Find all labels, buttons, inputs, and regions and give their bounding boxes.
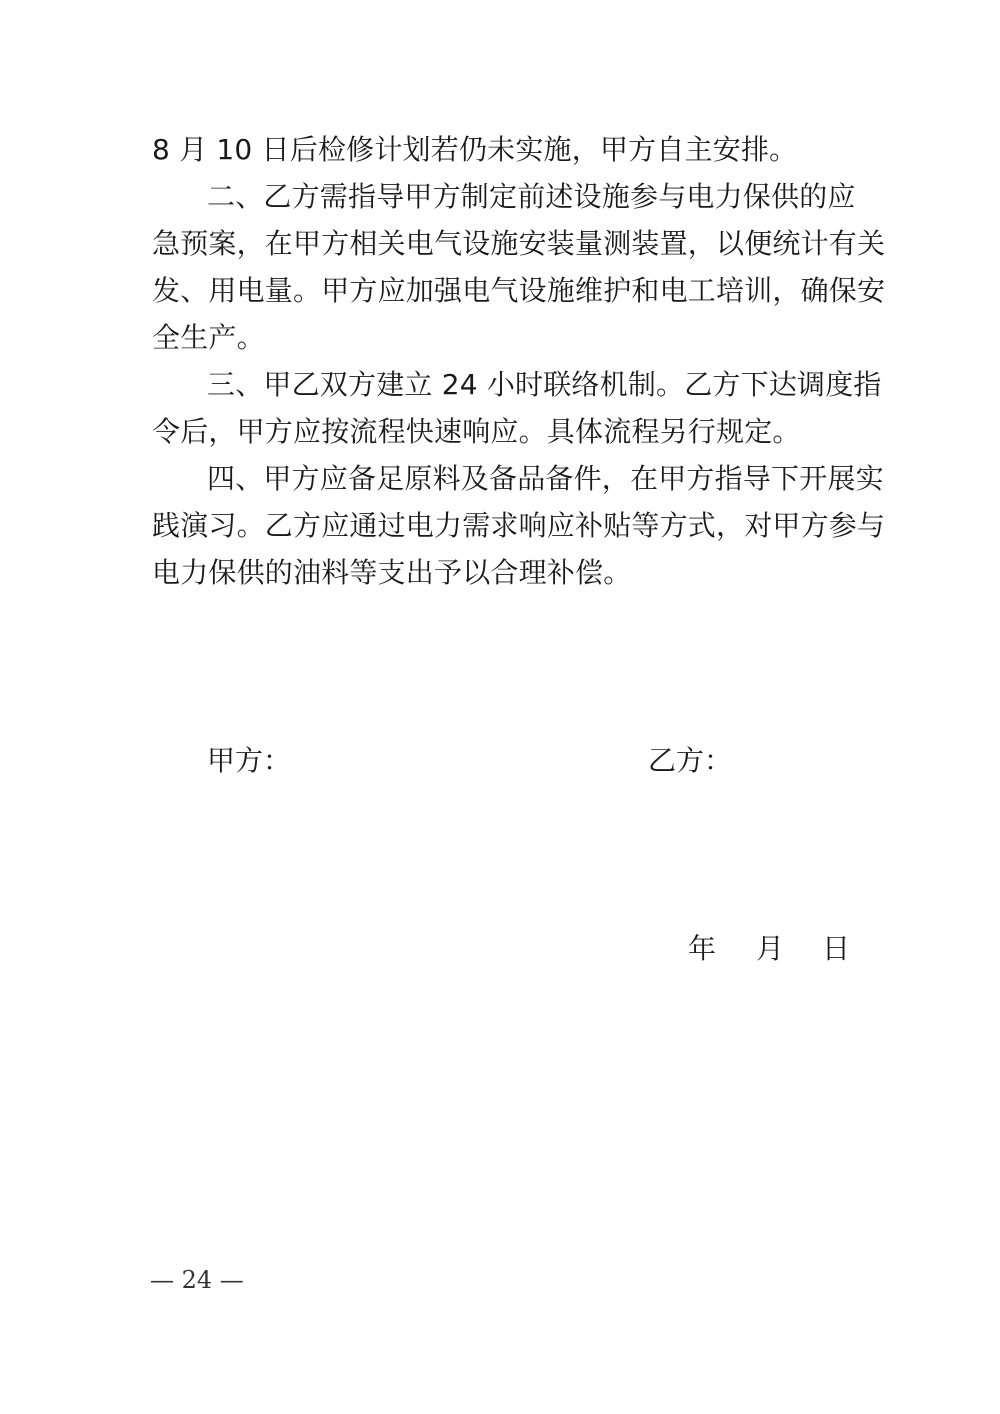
paragraph-line: 三、甲乙双方建立 24 小时联络机制。乙方下达调度指 <box>207 368 882 401</box>
paragraph-line: 急预案，在甲方相关电气设施安装量测装置，以便统计有关 <box>152 227 886 260</box>
date-year-label: 年 <box>688 932 717 965</box>
party-b-signature-label: 乙方： <box>648 744 733 777</box>
paragraph-line: 四、甲方应备足原料及备品备件，在甲方指导下开展实 <box>207 462 884 495</box>
paragraph-line: 8 月 10 日后检修计划若仍未实施，甲方自主安排。 <box>152 133 798 166</box>
paragraph-line: 发、用电量。甲方应加强电气设施维护和电工培训，确保安 <box>152 274 886 307</box>
paragraph-line: 电力保供的油料等支出予以合理补偿。 <box>152 556 632 589</box>
paragraph-line: 践演习。乙方应通过电力需求响应补贴等方式，对甲方参与 <box>152 509 886 542</box>
paragraph-line: 令后，甲方应按流程快速响应。具体流程另行规定。 <box>152 415 801 448</box>
date-day-label: 日 <box>822 932 851 965</box>
paragraph-line: 二、乙方需指导甲方制定前述设施参与电力保供的应 <box>207 180 856 213</box>
date-month-label: 月 <box>756 932 785 965</box>
paragraph-line: 全生产。 <box>152 321 265 354</box>
page-number: — 24 — <box>150 1266 244 1294</box>
party-a-signature-label: 甲方： <box>207 744 292 777</box>
